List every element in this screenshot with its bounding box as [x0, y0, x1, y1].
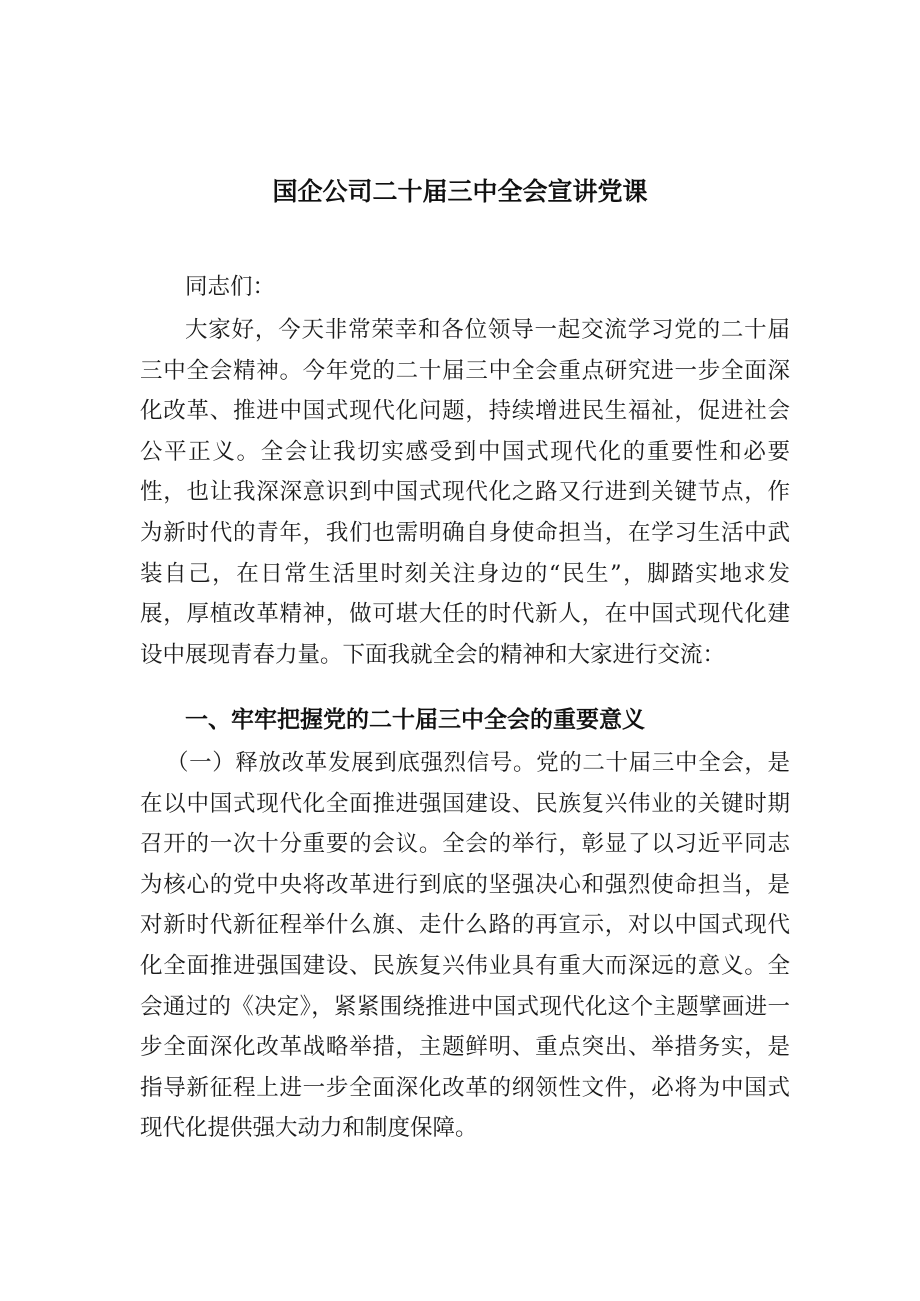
section-heading: 一、牢牢把握党的二十届三中全会的重要意义 — [185, 707, 645, 733]
salutation: 同志们： — [185, 274, 276, 300]
opening-paragraph: 大家好，今天非常荣幸和各位领导一起交流学习党的二十届三中全会精神。今年党的二十届三中全会重点研究进一步全面深化改革、推进中国式现代化问题，持续增进民生福祉，促进社会公平正义。全会让我切实感受到中国式现代化的重要性和必要性，也让我深深意识到中国式现代化之路又行进到关键节点，作为新时代的青年，我们也需明确自身使命担当，在学习生活中武装自己，在日常生活里时刻关注身边的“民生”，脚踏实地求发展，厚植改革精神，做可堪大任的时代新人，在中国式现代化建设中展现青春力量。下面我就全会的精神和大家进行交流： — [140, 317, 790, 668]
subsection-paragraph: （一）释放改革发展到底强烈信号。党的二十届三中全会，是在以中国式现代化全面推进强国建设、民族复兴伟业的关键时期召开的一次十分重要的会议。全会的举行，彰显了以习近平同志为核心的党中央将改革进行到底的坚强决心和强烈使命担当，是对新时代新征程举什么旗、走什么路的再宣示，对以中国式现代化全面推进强国建设、民族复兴伟业具有重大而深远的意义。全会通过的《决定》，紧紧围绕推进中国式现代化这个主题擘画进一步全面深化改革战略举措，主题鲜明、重点突出、举措务实，是指导新征程上进一步全面深化改革的纲领性文件，必将为中国式现代化提供强大动力和制度保障。 — [140, 750, 790, 1142]
document-title: 国企公司二十届三中全会宣讲党课 — [272, 177, 648, 206]
